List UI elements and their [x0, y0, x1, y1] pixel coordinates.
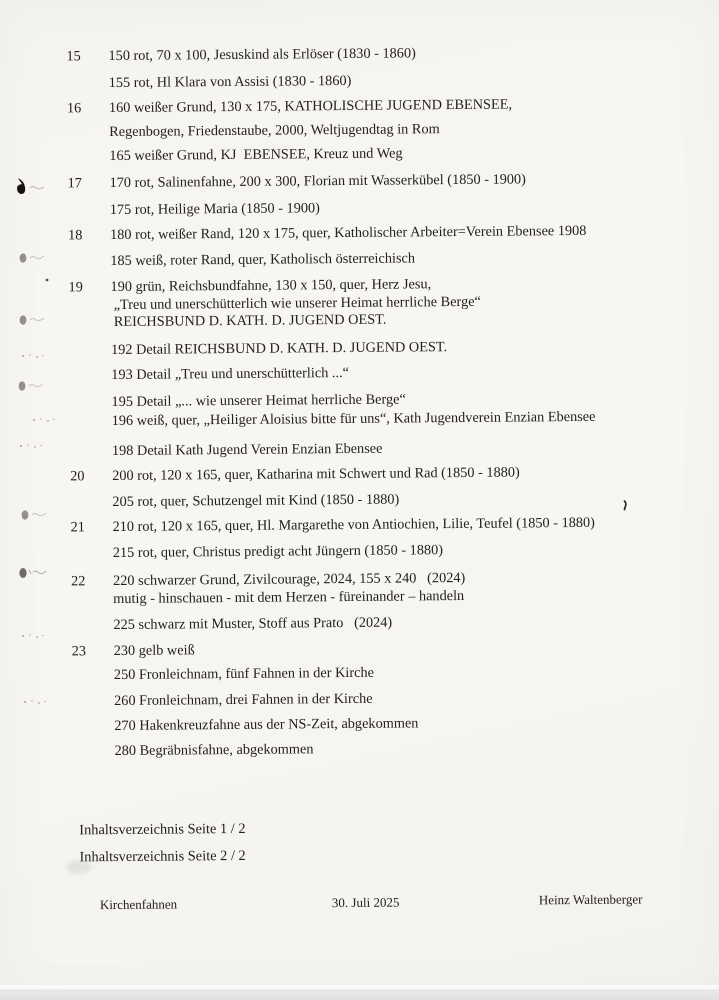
entry-text: 198 Detail Kath Jugend Verein Enzian Ebensee [111, 440, 383, 460]
entry-text: 192 Detail REICHSBUND D. KATH. D. JUGEND OEST. [110, 339, 448, 359]
entry-text: 196 weiß, quer, „Heiliger Aloisius bitte für uns“, Kath Jugendverein Enzian Ebensee [111, 408, 596, 430]
entry-text: 220 schwarzer Grund, Zivilcourage, 2024, 155 x 240 (2024) [113, 569, 466, 590]
entry-number: 19 [68, 279, 83, 296]
footer-title: Kirchenfahnen [99, 896, 178, 913]
list-line [2, 248, 719, 272]
entry-number: 15 [66, 48, 81, 65]
list-line [5, 514, 719, 538]
list-line [4, 438, 719, 462]
entry-text: 190 grün, Reichsbundfahne, 130 x 150, quer, Herz Jesu, [110, 276, 432, 296]
entry-text: mutig - hinschauen - mit dem Herzen - füreinander – handeln [113, 587, 465, 608]
list-line [1, 70, 719, 94]
entry-text: 210 rot, 120 x 165, quer, Hl. Margarethe von Antiochien, Lilie, Teufel (1850 - 1880) [112, 514, 595, 536]
entry-text: 193 Detail „Treu und unerschütterlich ...“ [111, 364, 350, 384]
entry-text: 185 weiß, roter Rand, quer, Katholisch österreichisch [110, 250, 416, 270]
entry-text: 165 weißer Grund, KJ EBENSEE, Kreuz und Weg [109, 145, 403, 165]
entry-number: 18 [67, 227, 83, 244]
entry-text: 195 Detail „... wie unserer Heimat herrliche Berge“ [111, 391, 406, 411]
entry-text: 160 weißer Grund, 130 x 175, KATHOLISCHE JUGEND EBENSEE, [108, 96, 513, 117]
list-line [6, 688, 719, 712]
list-line [6, 713, 719, 737]
scanner-edge [0, 989, 719, 1000]
entry-number: 23 [71, 643, 87, 660]
list-line [5, 540, 719, 564]
toc-line: Inhaltsverzeichnis Seite 2 / 2 [79, 847, 246, 866]
list-line [2, 197, 719, 221]
entry-number: 17 [67, 175, 82, 192]
list-line [6, 738, 719, 762]
footer-date: 30. Juli 2025 [331, 894, 400, 911]
entry-number: 20 [70, 468, 85, 485]
list-line [2, 222, 719, 246]
entry-text: 270 Hakenkreuzfahne aus der NS-Zeit, abgekommen [114, 715, 419, 735]
entry-text: 250 Fronleichnam, fünf Fahnen in der Kirche [113, 664, 375, 684]
entry-text: 170 rot, Salinenfahne, 200 x 300, Florian mit Wasserkübel (1850 - 1900) [109, 171, 526, 192]
entry-text: „Treu und unerschütterlich wie unserer Heimat herrliche Berge“ [113, 293, 481, 314]
entry-number: 22 [71, 573, 86, 590]
entry-text: 180 rot, weißer Rand, 120 x 175, quer, Katholischer Arbeiter=Verein Ebensee 1908 [109, 222, 587, 244]
list-line [6, 662, 719, 686]
list-line [4, 463, 719, 487]
list-line [5, 612, 719, 636]
entry-text: 205 rot, quer, Schutzengel mit Kind (1850 - 1880) [112, 491, 400, 511]
entry-text: 150 rot, 70 x 100, Jesuskind als Erlöser (1830 - 1860) [108, 45, 416, 65]
entry-text: 225 schwarz mit Muster, Stoff aus Prato (2024) [113, 614, 393, 634]
entry-text: 260 Fronleichnam, drei Fahnen in der Kirche [114, 690, 373, 710]
entry-text: 200 rot, 120 x 165, quer, Katharina mit Schwert und Rad (1850 - 1880) [112, 464, 520, 485]
list-line [6, 638, 719, 662]
entry-text: 215 rot, quer, Christus predigt acht Jüngern (1850 - 1880) [112, 542, 444, 562]
entry-text: 230 gelb weiß [113, 642, 195, 660]
list-line [2, 170, 719, 194]
list-line [3, 337, 719, 361]
entry-number: 21 [70, 519, 85, 536]
list-line [1, 95, 719, 119]
entry-text: REICHSBUND D. KATH. D. JUGEND OEST. [113, 311, 387, 331]
list-line [1, 119, 719, 143]
list-line [1, 143, 719, 167]
entry-number: 16 [66, 100, 82, 117]
list-line [3, 362, 719, 386]
list-line [4, 489, 719, 513]
footer-author: Heinz Waltenberger [538, 891, 643, 908]
toc-line: Inhaltsverzeichnis Seite 1 / 2 [79, 820, 246, 839]
list-line [0, 43, 719, 67]
entry-text: 280 Begräbnisfahne, abgekommen [114, 741, 314, 760]
entry-text: Regenbogen, Friedenstaube, 2000, Weltjugendtag in Rom [109, 121, 440, 141]
entry-text: 175 rot, Heilige Maria (1850 - 1900) [109, 200, 320, 219]
entry-text: 155 rot, Hl Klara von Assisi (1830 - 1860) [108, 72, 352, 92]
